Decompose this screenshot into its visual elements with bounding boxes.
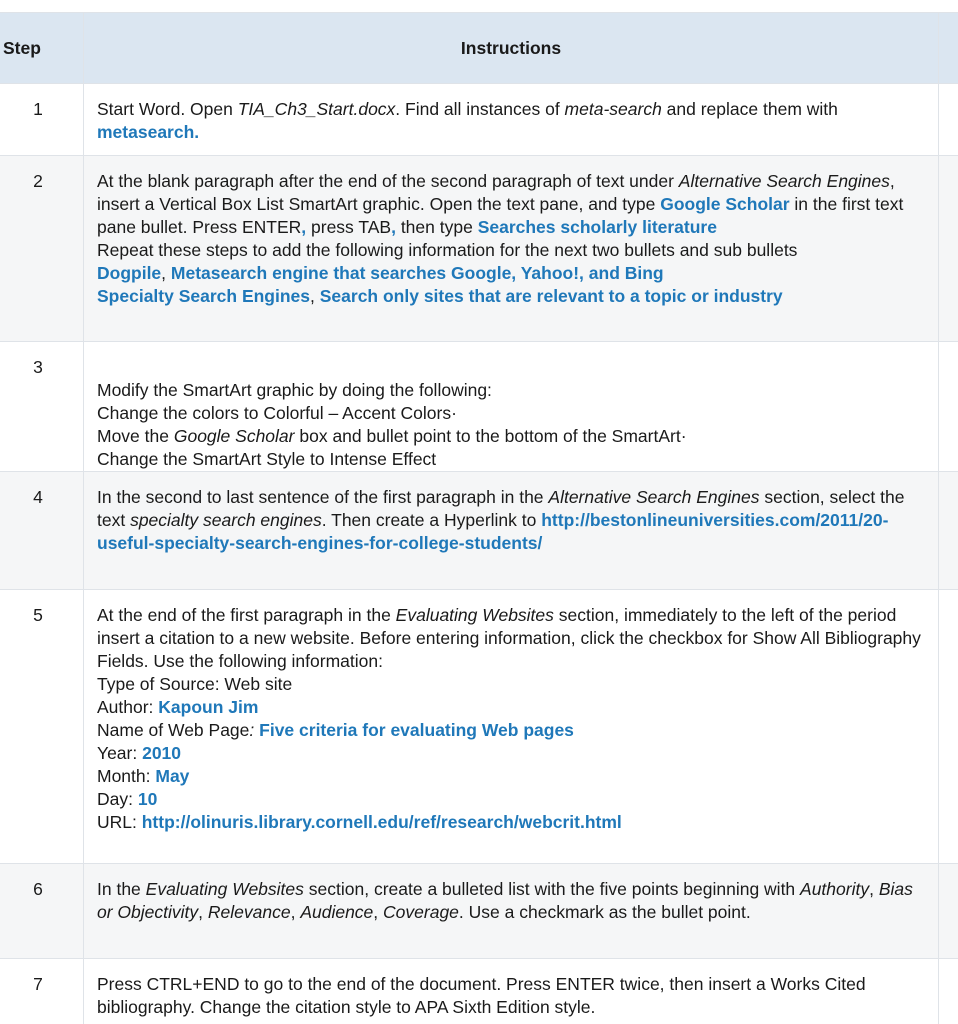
highlighted-text: Searches scholarly literature [477, 217, 717, 237]
italic-text: Relevance [207, 902, 291, 922]
text-segment: Month: [97, 766, 156, 786]
extra-cell [939, 156, 958, 342]
step-number: 1 [0, 84, 84, 156]
text-segment: At the blank paragraph after the end of the second paragraph of text under [97, 171, 679, 191]
text-segment: In the [97, 879, 146, 899]
italic-text: Evaluating Websites [395, 605, 554, 625]
extra-cell [939, 342, 958, 472]
highlighted-text: http://bestonlineuniversities.com/2011/20-useful-specialty-search-engines-for-college-students/ [97, 510, 889, 553]
step-number: 4 [0, 472, 84, 590]
text-segment: section, immediately to the left of the period insert a citation to a new website. Before entering information, click the checkbox for Show All Bibliography Fields. Use the following information: [97, 605, 921, 671]
italic-text: Coverage [383, 902, 459, 922]
highlighted-text: 2010 [142, 743, 182, 763]
highlighted-text: metasearch. [97, 122, 200, 142]
highlighted-text: Five criteria for evaluating Web pages [259, 720, 574, 740]
highlighted-text: Specialty Search Engines [97, 286, 311, 306]
extra-column-header [939, 13, 958, 84]
table-row [0, 959, 958, 1024]
text-segment: Type of Source: Web site [97, 674, 293, 694]
step-number: 3 [0, 342, 84, 472]
text-segment: URL: [97, 812, 142, 832]
instructions-column-header: Instructions [84, 13, 939, 84]
highlighted-text: Metasearch engine that searches Google, Yahoo!, and Bing [170, 263, 664, 283]
extra-cell [939, 959, 958, 1024]
highlighted-text: Dogpile [97, 263, 162, 283]
text-segment: in the first text pane bullet. Press ENTER [97, 194, 904, 237]
italic-text: TIA_Ch3_Start.docx [237, 99, 396, 119]
step-number: 5 [0, 590, 84, 864]
instructions-table [0, 12, 958, 1024]
text-segment: , [290, 902, 301, 922]
step-number: 7 [0, 959, 84, 1024]
text-segment: section, create a bulleted list with the five points beginning with [303, 879, 801, 899]
step-column-header: Step [0, 13, 84, 84]
italic-text: Alternative Search Engines [548, 487, 760, 507]
text-segment: Start Word. Open [97, 99, 238, 119]
table-row [0, 590, 958, 864]
text-segment: . Find all instances of [395, 99, 565, 119]
highlighted-text: http://olinuris.library.cornell.edu/ref/research/webcrit.html [141, 812, 622, 832]
extra-cell [939, 472, 958, 590]
text-segment: , [198, 902, 208, 922]
table-row [0, 472, 958, 590]
text-segment: then type [395, 217, 478, 237]
text-segment: Repeat these steps to add the following information for the next two bullets and sub bullets [97, 240, 798, 260]
italic-text: Bias or Objectivity [97, 879, 913, 922]
italic-text: Evaluating Websites [145, 879, 304, 899]
header-row [0, 13, 958, 84]
step-number: 2 [0, 156, 84, 342]
text-segment: . Use a checkmark as the bullet point. [458, 902, 751, 922]
text-segment: press TAB [306, 217, 392, 237]
text-segment: . Then create a Hyperlink to [321, 510, 542, 530]
text-segment: and replace them with [661, 99, 838, 119]
text-segment: , [310, 286, 320, 306]
text-segment: At the end of the first paragraph in the [97, 605, 396, 625]
text-segment: Day: [97, 789, 138, 809]
instruction-text [84, 84, 939, 156]
extra-cell [939, 84, 958, 156]
highlighted-text: Google Scholar [660, 194, 790, 214]
text-segment: Name of Web Page [97, 720, 250, 740]
italic-text: : [249, 720, 260, 740]
extra-cell [939, 590, 958, 864]
text-segment: section, select the text [97, 487, 905, 530]
text-segment: In the second to last sentence of the first paragraph in the [97, 487, 549, 507]
italic-text: Alternative Search Engines [678, 171, 890, 191]
italic-text: Audience [300, 902, 374, 922]
highlighted-text: Search only sites that are relevant to a topic or industry [319, 286, 783, 306]
italic-text: meta-search [564, 99, 662, 119]
table-row [0, 342, 958, 472]
text-segment: , [161, 263, 171, 283]
table-row [0, 156, 958, 342]
text-segment: Year: [97, 743, 143, 763]
instruction-text [84, 156, 939, 342]
text-segment: , [373, 902, 384, 922]
highlighted-text: , [391, 217, 396, 237]
italic-text: specialty search engines [130, 510, 322, 530]
instruction-text [84, 864, 939, 959]
italic-text: Google Scholar [173, 426, 295, 446]
instruction-text [84, 342, 939, 472]
text-segment: Move the [97, 426, 174, 446]
highlighted-text: , [301, 217, 307, 237]
text-segment: , [869, 879, 879, 899]
instruction-text [84, 472, 939, 590]
table-row [0, 84, 958, 156]
text-segment: Change the SmartArt Style to Intense Effect [97, 449, 437, 469]
instruction-text [84, 959, 939, 1024]
highlighted-text: Kapoun Jim [158, 697, 259, 717]
extra-cell [939, 864, 958, 959]
highlighted-text: 10 [137, 789, 158, 809]
table-row [0, 864, 958, 959]
instruction-text [84, 590, 939, 864]
text-segment: Author: [97, 697, 159, 717]
text-segment: Change the colors to Colorful – Accent Colors· [97, 403, 457, 423]
step-number: 6 [0, 864, 84, 959]
text-segment: Modify the SmartArt graphic by doing the following: [97, 380, 492, 400]
text-segment: , insert a Vertical Box List SmartArt graphic. Open the text pane, and type [97, 171, 895, 214]
italic-text: Authority [800, 879, 870, 899]
highlighted-text: May [155, 766, 190, 786]
text-segment: Press CTRL+END to go to the end of the document. Press ENTER twice, then insert a Works Cited bibliography. Change the citation style to APA Sixth Edition style. [97, 974, 866, 1017]
text-segment: box and bullet point to the bottom of the SmartArt· [294, 426, 687, 446]
